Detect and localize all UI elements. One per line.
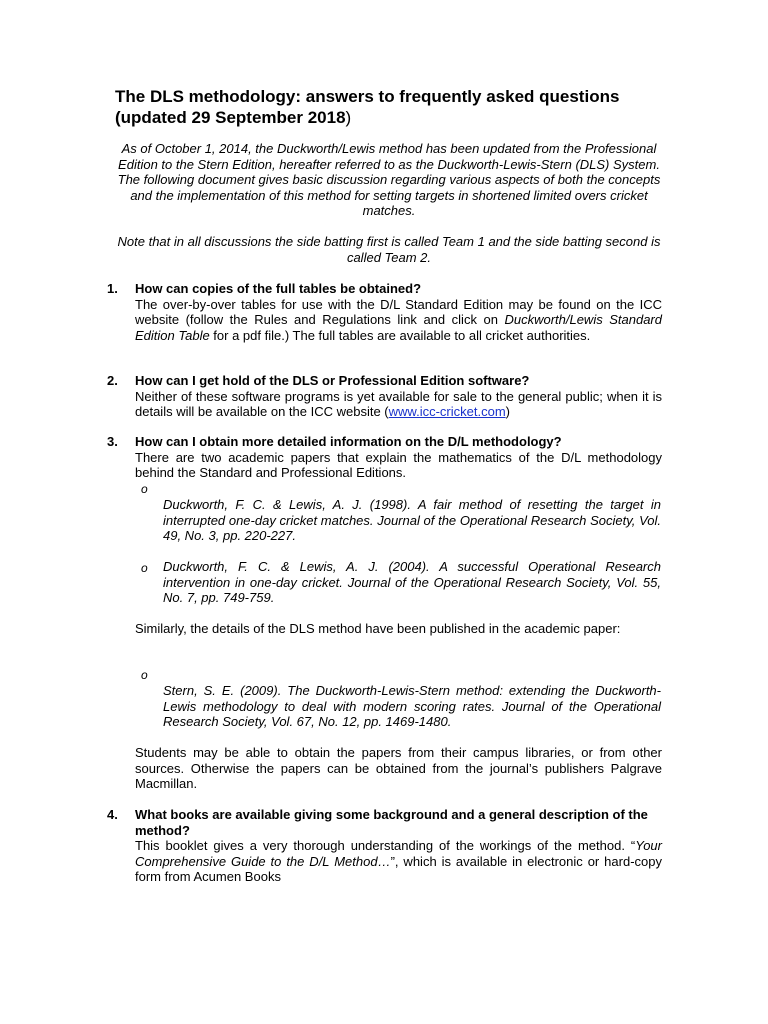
bullet-marker: o xyxy=(141,668,148,682)
answer-text: Neither of these software programs is yet available for sale to the general public; when it is details will be available on the ICC website ( xyxy=(135,388,662,420)
title-line-1: The DLS methodology: answers to frequently asked questions xyxy=(115,87,620,106)
faq-item-3 xyxy=(107,434,662,481)
faq-item-2 xyxy=(107,373,662,420)
title-line-2: (updated 29 September 2018 xyxy=(115,108,346,127)
answer-text: This booklet gives a very thorough understanding of the workings of the method. “ xyxy=(135,838,636,854)
faq-number: 1. xyxy=(107,281,118,296)
reference-1: Duckworth, F. C. & Lewis, A. J. (1998). A fair method of resetting the target in interrupted one-day cricket matches. Journal of the Operational Research Society, Vol. 49, No. 3, pp. 220-227. xyxy=(163,497,661,544)
faq-question: How can I obtain more detailed information on the D/L methodology? xyxy=(135,434,562,449)
book-title-italic: Your Comprehensive Guide to the D/L Method… xyxy=(135,838,662,869)
faq-number: 2. xyxy=(107,373,118,388)
reference-3: Stern, S. E. (2009). The Duckworth-Lewis-Stern method: extending the Duckworth-Lewis methodology to deal with modern scoring rates. Journal of the Operational Research Society, Vol. 67, No. 12, pp. 1469-1480. xyxy=(163,683,661,730)
answer-text: ”, which is available in electronic or hard-copy form from Acumen Books xyxy=(135,853,662,885)
icc-website-link[interactable]: www.icc-cricket.com xyxy=(388,404,506,420)
faq-number: 4. xyxy=(107,807,118,822)
faq-question: What books are available giving some background and a general description of the method? xyxy=(135,807,648,838)
faq-answer xyxy=(135,838,662,885)
students-paragraph: Students may be able to obtain the papers from their campus libraries, or from other sources. Otherwise the papers can be obtained from the journal’s publishers Palgrave Macmillan. xyxy=(135,745,662,792)
answer-text: The over-by-over tables for use with the D/L Standard Edition may be found on the ICC website (follow the Rules and Regulations link and click on xyxy=(135,296,662,328)
title-closing-paren: ) xyxy=(345,108,352,127)
faq-number: 3. xyxy=(107,434,118,449)
intro-paragraph: As of October 1, 2014, the Duckworth/Lewis method has been updated from the Professional Edition to the Stern Edition, hereafter referred to as the Duckworth-Lewis-Stern (DLS) System. The following document gives basic discussion regarding various aspects of both the concepts and the implementation of this method for setting targets in shortened limited overs cricket matches. xyxy=(117,141,661,219)
faq-item-1 xyxy=(107,281,662,343)
answer-italic-text: Duckworth/Lewis Standard Edition Table xyxy=(135,312,662,343)
faq-question: How can copies of the full tables be obtained? xyxy=(135,281,422,296)
faq-answer: There are two academic papers that explain the mathematics of the D/L methodology behind the Standard and Professional Editions. xyxy=(135,449,662,481)
faq-question: How can I get hold of the DLS or Professional Edition software? xyxy=(135,373,530,388)
team-note-paragraph: Note that in all discussions the side batting first is called Team 1 and the side batting second is called Team 2. xyxy=(117,234,661,265)
faq-item-4 xyxy=(107,807,662,885)
bullet-marker: o xyxy=(141,561,148,575)
bullet-marker: o xyxy=(141,482,148,496)
answer-text: ) xyxy=(505,404,510,420)
reference-2: Duckworth, F. C. & Lewis, A. J. (2004). A successful Operational Research intervention in one-day cricket. Journal of the Operational Research Society, Vol. 55, No. 7, pp. 749-759. xyxy=(163,559,661,606)
faq-answer xyxy=(135,389,662,420)
answer-text: for a pdf file.) The full tables are available to all cricket authorities. xyxy=(209,327,591,343)
similarly-paragraph: Similarly, the details of the DLS method have been published in the academic paper: xyxy=(135,621,621,636)
page-title xyxy=(115,86,663,128)
faq-answer xyxy=(135,297,662,344)
